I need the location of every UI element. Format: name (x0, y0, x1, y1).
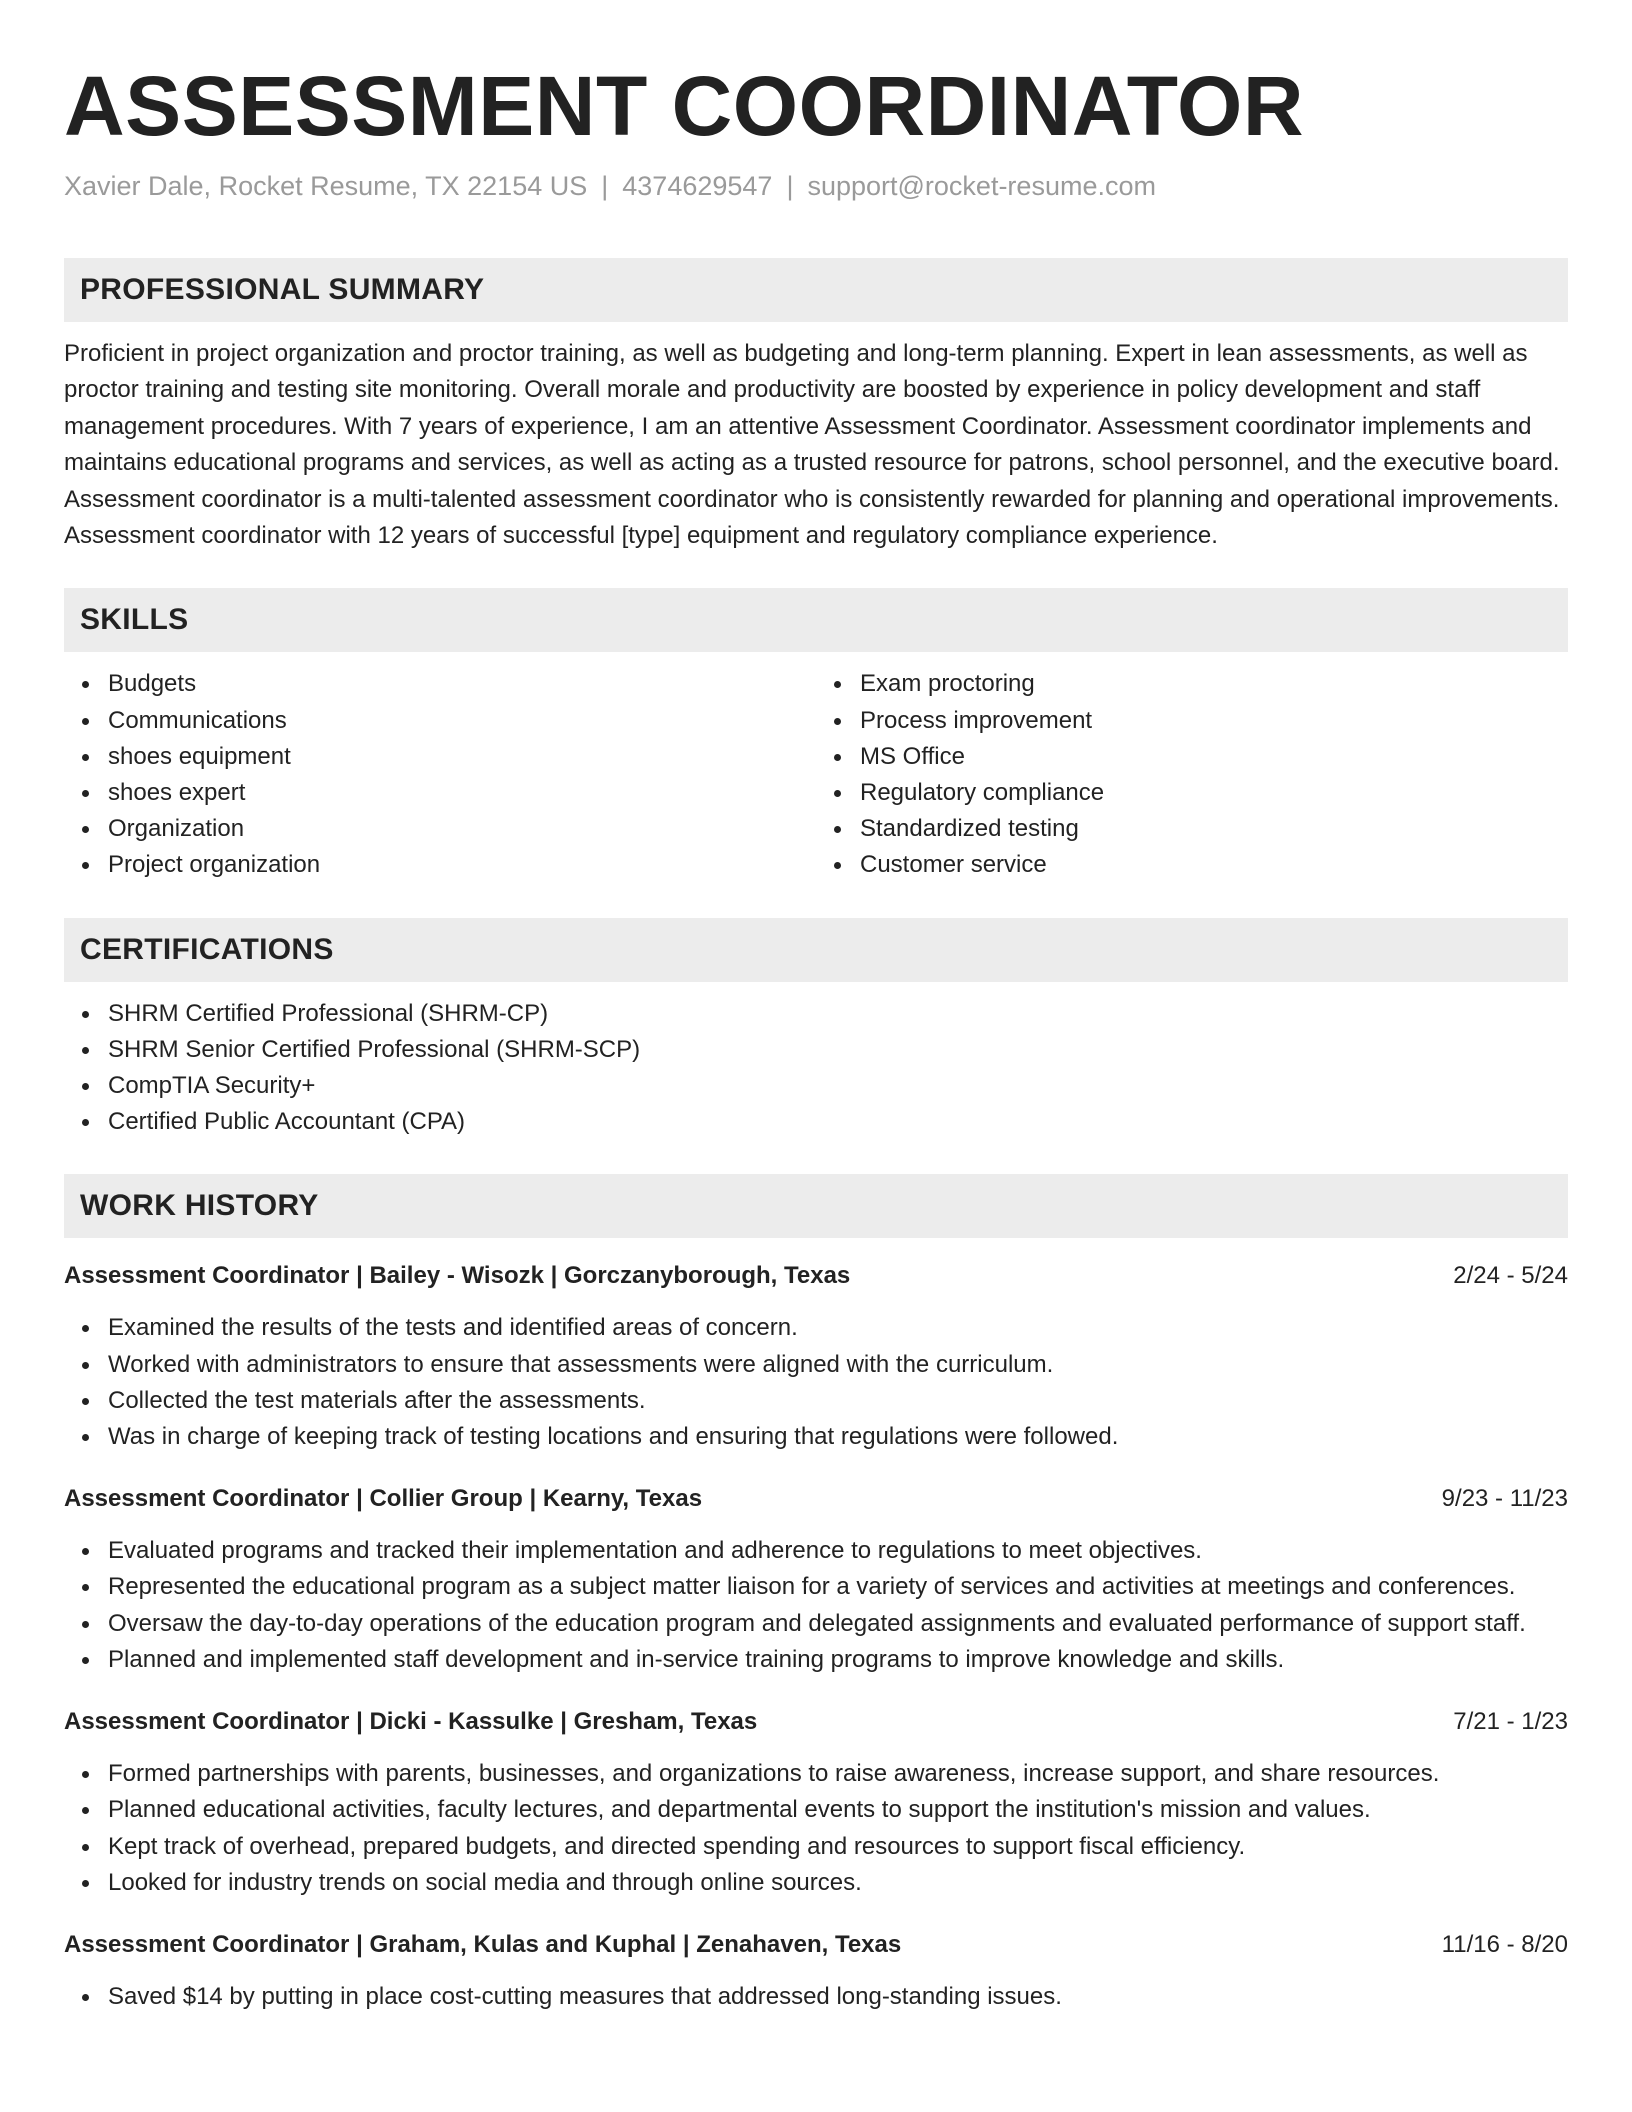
skill-item: shoes equipment (108, 739, 816, 775)
resume-title: ASSESSMENT COORDINATOR (64, 59, 1304, 153)
job-dates: 2/24 - 5/24 (1453, 1262, 1568, 1290)
job-dates: 7/21 - 1/23 (1453, 1708, 1568, 1736)
job-dates: 11/16 - 8/20 (1441, 1930, 1568, 1958)
skill-item: Customer service (860, 847, 1568, 883)
job-heading-row (64, 1481, 1568, 1517)
certifications-list (64, 996, 1568, 1141)
skill-item: Regulatory compliance (860, 775, 1568, 811)
skill-item: Project organization (108, 847, 816, 883)
job-title: Assessment Coordinator | Collier Group | Kearny, Texas (64, 1485, 703, 1513)
skills-grid (64, 666, 1568, 883)
job-entry (64, 1927, 1568, 2015)
contact-separator: | (601, 171, 609, 201)
section-header-skills: SKILLS (64, 588, 1568, 652)
section-header-work-history: WORK HISTORY (64, 1174, 1568, 1238)
skill-item: Budgets (108, 666, 816, 702)
job-title: Assessment Coordinator | Graham, Kulas and Kuphal | Zenahaven, Texas (64, 1930, 902, 1958)
job-dates: 9/23 - 11/23 (1441, 1485, 1568, 1513)
skill-item: MS Office (860, 739, 1568, 775)
contact-separator: | (786, 171, 794, 201)
skill-item: Process improvement (860, 703, 1568, 739)
job-bullet: Represented the educational program as a subject matter liaison for a variety of services and activities at meetings and conferences. (108, 1569, 1568, 1605)
skill-item: Exam proctoring (860, 666, 1568, 702)
job-bullets (64, 1310, 1568, 1455)
certification-item: SHRM Certified Professional (SHRM-CP) (108, 996, 1568, 1032)
contact-address: Xavier Dale, Rocket Resume, TX 22154 US (64, 171, 588, 201)
job-bullet: Planned educational activities, faculty lectures, and departmental events to support the institution's mission and values. (108, 1792, 1568, 1828)
job-heading-row (64, 1927, 1568, 1963)
job-entry (64, 1704, 1568, 1901)
job-bullets (64, 1979, 1568, 2015)
job-bullets (64, 1533, 1568, 1678)
summary-text: Proficient in project organization and proctor training, as well as budgeting and long-term planning. Expert in lean assessments, as well as proctor training and testing site monitoring. Overall morale and productivity are boosted by experience in policy development and staff management procedures. With 7 years of experience, I am an attentive Assessment Coordinator. Assessment coordinator implements and maintains educational programs and services, as well as acting as a trusted resource for patrons, school personnel, and the executive board. Assessment coordinator is a multi-talented assessment coordinator who is consistently rewarded for planning and operational improvements. Assessment coordinator with 12 years of successful [type] equipment and regulatory compliance experience. (64, 340, 1560, 550)
job-bullet: Looked for industry trends on social media and through online sources. (108, 1865, 1568, 1901)
job-entry (64, 1481, 1568, 1678)
skills-column-left (64, 666, 816, 883)
job-bullets (64, 1756, 1568, 1901)
skill-item: Standardized testing (860, 811, 1568, 847)
certification-item: CompTIA Security+ (108, 1068, 1568, 1104)
job-bullet: Formed partnerships with parents, businesses, and organizations to raise awareness, increase support, and share resources. (108, 1756, 1568, 1792)
job-heading-row (64, 1704, 1568, 1740)
job-entry (64, 1258, 1568, 1455)
job-heading-row (64, 1258, 1568, 1294)
job-bullet: Examined the results of the tests and identified areas of concern. (108, 1310, 1568, 1346)
job-bullet: Planned and implemented staff development and in-service training programs to improve knowledge and skills. (108, 1642, 1568, 1678)
job-bullet: Evaluated programs and tracked their implementation and adherence to regulations to meet objectives. (108, 1533, 1568, 1569)
contact-phone: 4374629547 (622, 171, 773, 201)
job-title: Assessment Coordinator | Bailey - Wisozk | Gorczanyborough, Texas (64, 1262, 851, 1290)
section-header-summary: PROFESSIONAL SUMMARY (64, 258, 1568, 322)
job-bullet: Oversaw the day-to-day operations of the education program and delegated assignments and evaluated performance of support staff. (108, 1606, 1568, 1642)
section-header-certifications: CERTIFICATIONS (64, 918, 1568, 982)
certification-item: Certified Public Accountant (CPA) (108, 1104, 1568, 1140)
job-bullet: Kept track of overhead, prepared budgets, and directed spending and resources to support fiscal efficiency. (108, 1829, 1568, 1865)
skill-item: Communications (108, 703, 816, 739)
job-bullet: Was in charge of keeping track of testing locations and ensuring that regulations were followed. (108, 1419, 1568, 1455)
certification-item: SHRM Senior Certified Professional (SHRM-SCP) (108, 1032, 1568, 1068)
job-bullet: Saved $14 by putting in place cost-cutting measures that addressed long-standing issues. (108, 1979, 1568, 2015)
skills-column-right (816, 666, 1568, 883)
job-title: Assessment Coordinator | Dicki - Kassulke | Gresham, Texas (64, 1708, 758, 1736)
contact-line (64, 166, 1568, 206)
job-bullet: Worked with administrators to ensure that assessments were aligned with the curriculum. (108, 1347, 1568, 1383)
skill-item: Organization (108, 811, 816, 847)
job-bullet: Collected the test materials after the assessments. (108, 1383, 1568, 1419)
contact-email: support@rocket-resume.com (807, 171, 1156, 201)
skill-item: shoes expert (108, 775, 816, 811)
